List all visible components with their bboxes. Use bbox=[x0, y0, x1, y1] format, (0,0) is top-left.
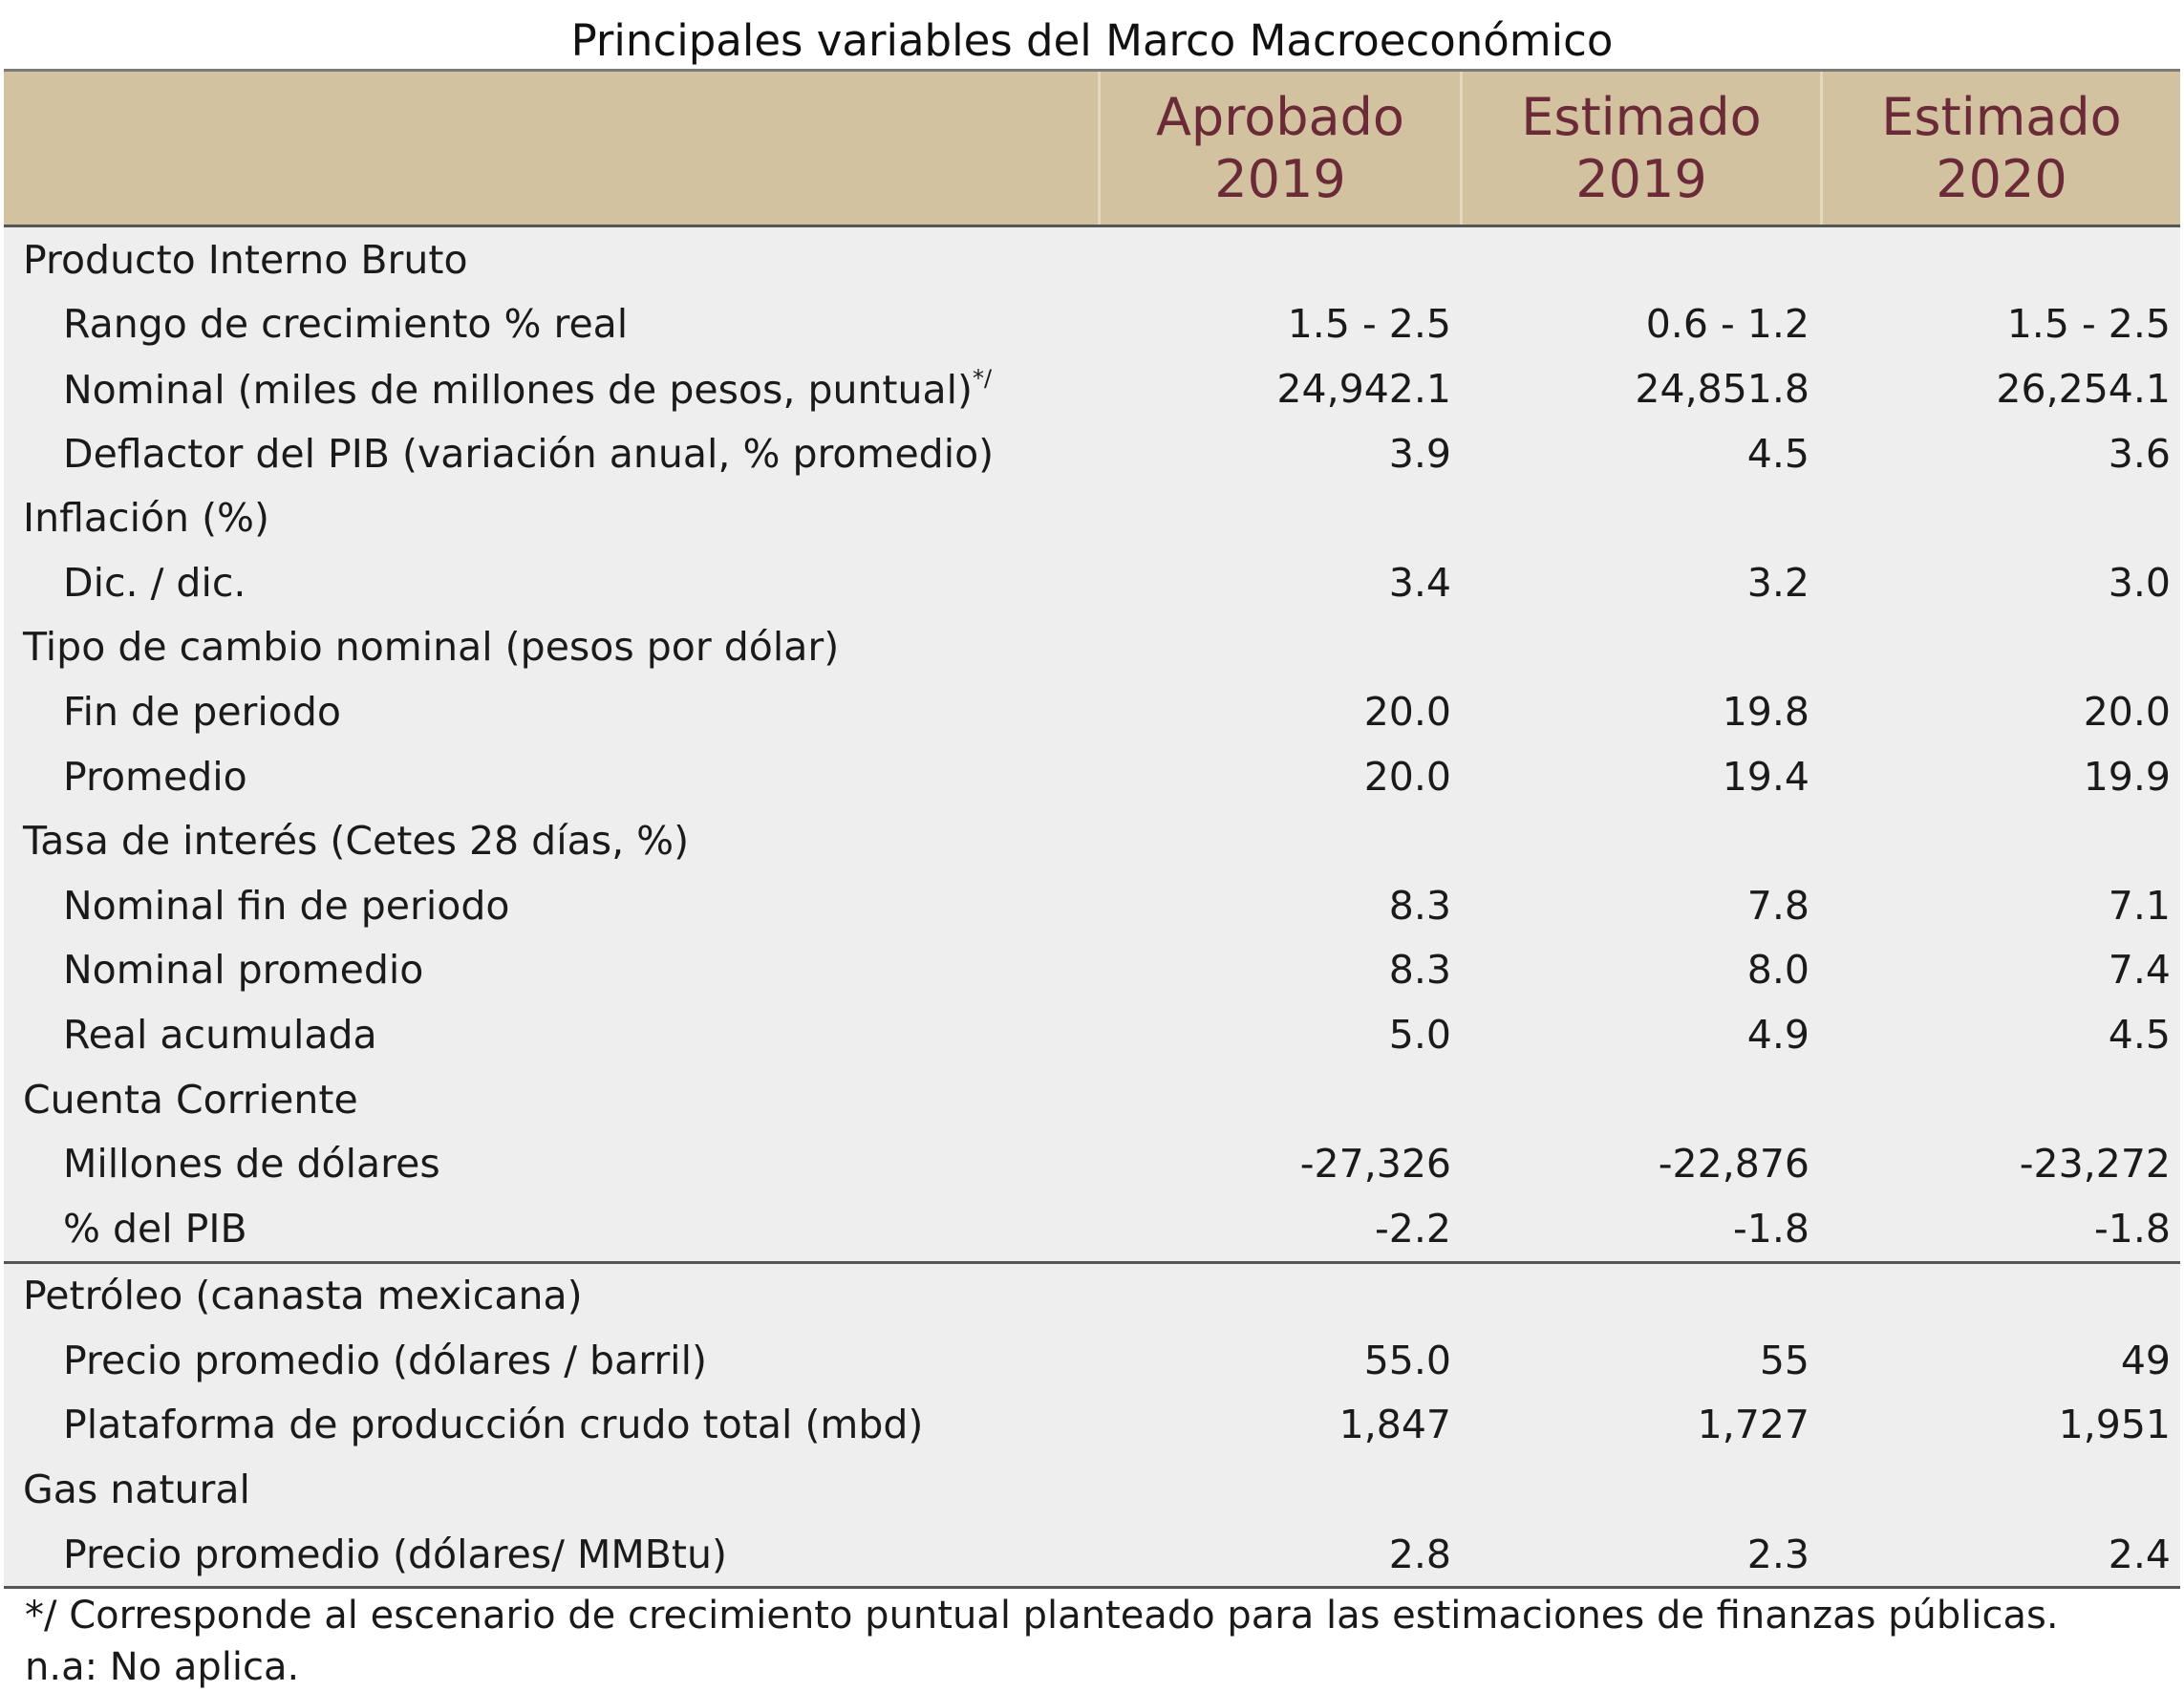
row-label-text: Dic. / dic. bbox=[63, 559, 246, 606]
cell-value: -23,272 bbox=[2019, 1141, 2171, 1188]
row-label-text: Cuenta Corriente bbox=[23, 1076, 358, 1123]
row-label-text: Real acumulada bbox=[63, 1011, 377, 1058]
row-label-text: Precio promedio (dólares / barril) bbox=[63, 1337, 707, 1383]
row-label-text: Tasa de interés (Cetes 28 días, %) bbox=[23, 818, 690, 865]
row-label bbox=[4, 301, 1101, 347]
row-label-text: Nominal promedio bbox=[63, 947, 424, 994]
column-header-aprobado-2019 bbox=[1098, 72, 1460, 225]
cell-value: 1,951 bbox=[2058, 1402, 2171, 1448]
cell-value: 20.0 bbox=[1363, 753, 1451, 800]
table-section-row bbox=[4, 1457, 2180, 1522]
row-label bbox=[4, 1206, 1101, 1252]
table-section-row bbox=[4, 808, 2180, 873]
cell-value: 20.0 bbox=[2083, 688, 2171, 735]
cell-value: 4.5 bbox=[1746, 430, 1809, 477]
cell-value: 2.4 bbox=[2108, 1531, 2171, 1577]
table-section-macro bbox=[4, 227, 2180, 1261]
table-section-row bbox=[4, 485, 2180, 550]
row-label bbox=[4, 237, 1101, 283]
cell-value: 1,727 bbox=[1697, 1402, 1809, 1448]
row-label-text: Tipo de cambio nominal (pesos por dólar) bbox=[23, 624, 840, 671]
row-label bbox=[4, 689, 1101, 735]
cell-value: 8.0 bbox=[1746, 947, 1809, 994]
cell-value: 2.8 bbox=[1388, 1531, 1451, 1577]
table-title: Principales variables del Marco Macroeconómico bbox=[570, 15, 1614, 66]
cell-value: 19.8 bbox=[1722, 688, 1809, 735]
cell-value: 8.3 bbox=[1388, 882, 1451, 929]
cell-value: 7.8 bbox=[1746, 882, 1809, 929]
header-blank-cell bbox=[4, 72, 1098, 225]
table-row bbox=[4, 1131, 2180, 1196]
cell-value: 26,254.1 bbox=[1996, 365, 2171, 412]
cell-value: 49 bbox=[2120, 1337, 2171, 1383]
cell-value: -2.2 bbox=[1375, 1205, 1451, 1252]
row-label bbox=[4, 1467, 1101, 1512]
row-label-text: Rango de crecimiento % real bbox=[63, 301, 629, 348]
cell-value: 3.2 bbox=[1746, 559, 1809, 606]
column-header-line2: 2019 bbox=[1214, 149, 1346, 209]
table-row bbox=[4, 1196, 2180, 1261]
row-label-text: % del PIB bbox=[63, 1205, 247, 1252]
cell-value: 4.5 bbox=[2108, 1011, 2171, 1058]
table-row bbox=[4, 421, 2180, 486]
cell-value: 1.5 - 2.5 bbox=[2006, 301, 2171, 348]
table-row bbox=[4, 1328, 2180, 1393]
column-header-line2: 2019 bbox=[1575, 149, 1707, 209]
cell-value: -27,326 bbox=[1299, 1141, 1451, 1188]
row-label bbox=[4, 495, 1101, 541]
column-header-line1: Aprobado bbox=[1155, 87, 1404, 147]
row-label bbox=[4, 624, 1101, 670]
table-row bbox=[4, 744, 2180, 809]
cell-value: -22,876 bbox=[1658, 1141, 1809, 1188]
row-label-text: Millones de dólares bbox=[63, 1141, 440, 1188]
table-section-row bbox=[4, 1067, 2180, 1132]
cell-value: 7.1 bbox=[2108, 882, 2171, 929]
row-label bbox=[4, 1012, 1101, 1058]
row-label-text: Plataforma de producción crudo total (mbd) bbox=[63, 1402, 924, 1448]
row-label bbox=[4, 431, 1101, 477]
table-row bbox=[4, 356, 2180, 421]
table-row bbox=[4, 873, 2180, 938]
row-label-text: Inflación (%) bbox=[23, 495, 270, 542]
cell-value: -1.8 bbox=[1733, 1205, 1809, 1252]
row-label bbox=[4, 1531, 1101, 1577]
table-section-row bbox=[4, 615, 2180, 680]
row-label-text: Nominal fin de periodo bbox=[63, 882, 510, 929]
row-label bbox=[4, 1141, 1101, 1187]
row-label-text: Petróleo (canasta mexicana) bbox=[23, 1273, 583, 1319]
column-header-line2: 2020 bbox=[1936, 149, 2067, 209]
cell-value: 20.0 bbox=[1363, 688, 1451, 735]
footnote-marker: */ bbox=[973, 364, 993, 392]
table-row bbox=[4, 1522, 2180, 1587]
cell-value: 8.3 bbox=[1388, 947, 1451, 994]
cell-value: 3.6 bbox=[2108, 430, 2171, 477]
column-header-line1: Estimado bbox=[1881, 87, 2122, 147]
cell-value: 19.9 bbox=[2083, 753, 2171, 800]
row-label bbox=[4, 1338, 1101, 1383]
column-header-estimado-2019 bbox=[1460, 72, 1820, 225]
table-section-row bbox=[4, 1264, 2180, 1329]
cell-value: 55 bbox=[1759, 1337, 1809, 1383]
table-row bbox=[4, 679, 2180, 744]
row-label bbox=[4, 947, 1101, 993]
table-row bbox=[4, 550, 2180, 615]
table-row bbox=[4, 938, 2180, 1003]
cell-value: 1.5 - 2.5 bbox=[1287, 301, 1451, 348]
cell-value: 24,851.8 bbox=[1635, 365, 1809, 412]
cell-value: 19.4 bbox=[1722, 753, 1809, 800]
cell-value: -1.8 bbox=[2094, 1205, 2171, 1252]
cell-value: 55.0 bbox=[1363, 1337, 1451, 1383]
cell-value: 1,847 bbox=[1338, 1402, 1451, 1448]
cell-value: 24,942.1 bbox=[1276, 365, 1451, 412]
footnote-na: n.a: No aplica. bbox=[25, 1645, 300, 1690]
footnote-growth: */ Corresponde al escenario de crecimiento puntual planteado para las estimaciones de finanzas públicas. bbox=[25, 1594, 2059, 1638]
row-label-text: Fin de periodo bbox=[63, 688, 341, 735]
cell-value: 4.9 bbox=[1746, 1011, 1809, 1058]
row-label bbox=[4, 1077, 1101, 1123]
row-label-text: Promedio bbox=[63, 753, 247, 800]
row-label bbox=[4, 1402, 1101, 1447]
cell-value: 3.9 bbox=[1388, 430, 1451, 477]
cell-value: 5.0 bbox=[1388, 1011, 1451, 1058]
row-label bbox=[4, 1273, 1101, 1318]
table-section-energy bbox=[4, 1264, 2180, 1587]
row-label-text: Producto Interno Bruto bbox=[23, 236, 468, 283]
row-label bbox=[4, 560, 1101, 606]
cell-value: 7.4 bbox=[2108, 947, 2171, 994]
table-section-row bbox=[4, 227, 2180, 292]
row-label-text: Precio promedio (dólares/ MMBtu) bbox=[63, 1531, 727, 1577]
column-header-estimado-2020 bbox=[1820, 72, 2180, 225]
cell-value: 3.4 bbox=[1388, 559, 1451, 606]
table-row bbox=[4, 1393, 2180, 1458]
table-row bbox=[4, 292, 2180, 357]
row-label bbox=[4, 818, 1101, 864]
row-label-text: Deflactor del PIB (variación anual, % promedio) bbox=[63, 430, 995, 477]
row-label bbox=[4, 365, 1101, 413]
table-row bbox=[4, 1002, 2180, 1067]
cell-value: 0.6 - 1.2 bbox=[1645, 301, 1809, 348]
column-header-line1: Estimado bbox=[1521, 87, 1762, 147]
row-label-text: Nominal (miles de millones de pesos, puntual) bbox=[63, 366, 974, 413]
row-label-text: Gas natural bbox=[23, 1467, 250, 1513]
cell-value: 2.3 bbox=[1746, 1531, 1809, 1577]
macro-table bbox=[4, 69, 2180, 1692]
row-label bbox=[4, 754, 1101, 800]
cell-value: 3.0 bbox=[2108, 559, 2171, 606]
row-label bbox=[4, 883, 1101, 929]
table-header bbox=[4, 69, 2180, 227]
